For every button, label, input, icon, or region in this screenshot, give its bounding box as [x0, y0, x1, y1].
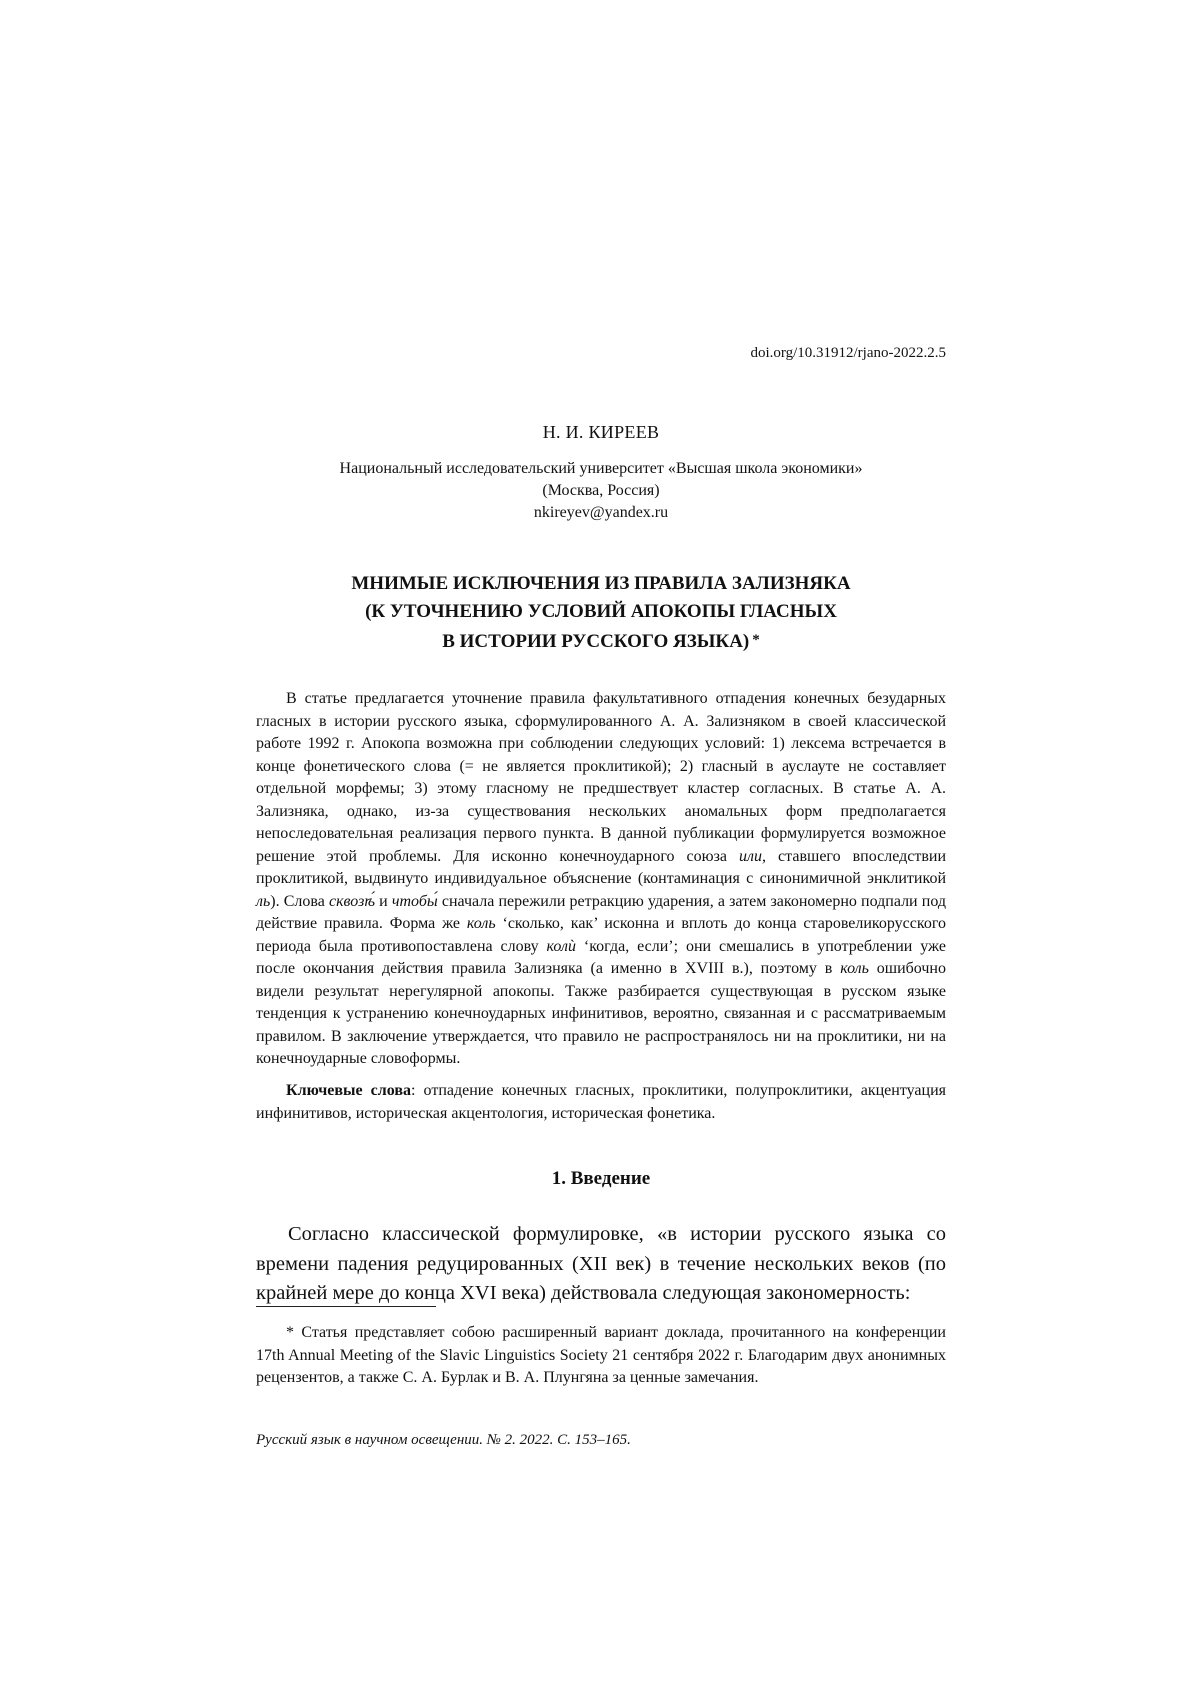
keywords-label: Ключевые слова: [286, 1082, 411, 1099]
affiliation-university: Национальный исследовательский университет «Высшая школа экономики»: [339, 460, 863, 477]
abstract-italic-word: чтобы́: [391, 892, 438, 910]
footnote-divider: [256, 1306, 436, 1307]
abstract-text: ошибочно видели результат нерегулярной апокопы. Также разбирается существующая в русском языке тенденция к устранению конечноударных инфинитивов, вероятно, связанная и с рассматриваемым правилом. В заключение утверждается, что правило не распространялось ни на проклитики, ни на конечноударные словоформы.: [256, 960, 946, 1067]
abstract-italic-word: сквозѣ́: [328, 892, 375, 910]
title-line-1: МНИМЫЕ ИСКЛЮЧЕНИЯ ИЗ ПРАВИЛА ЗАЛИЗНЯКА: [351, 573, 851, 594]
article-title: [256, 570, 946, 656]
abstract-text: сначала пережили ретракцию ударения, а затем закономерно подпали под действие правила. Форма же: [256, 892, 947, 932]
abstract-text: ‘когда, если’; они смешались в употреблении уже после окончания действия правила Зализняка (а именно в XVIII в.), поэтому в: [256, 937, 947, 977]
doi-link[interactable]: doi.org/10.31912/rjano-2022.2.5: [750, 345, 946, 361]
body-text: [256, 1220, 946, 1309]
title-line-2: (К УТОЧНЕНИЮ УСЛОВИЙ АПОКОПЫ ГЛАСНЫХ: [365, 601, 837, 622]
author-name: Н. И. КИРЕЕВ: [542, 422, 660, 442]
keywords-text: : отпадение конечных гласных, проклитики, полупроклитики, акцентуация инфинитивов, историческая акцентология, историческая фонетика.: [256, 1082, 947, 1122]
body-paragraph: Согласно классической формулировке, «в истории русского языка со времени падения редуцированных (XII век) в течение нескольких веков (по крайней мере до конца XVI века) действовала следующая закономерность:: [256, 1223, 946, 1304]
title-line-3-text: В ИСТОРИИ РУССКОГО ЯЗЫКА): [442, 631, 750, 652]
abstract-italic-word: коль: [466, 915, 496, 932]
abstract-italic-word: колѝ: [546, 937, 576, 955]
abstract-text: ). Слова: [270, 892, 329, 910]
abstract-text: , ставшего впоследствии проклитикой, выдвинуто индивидуальное объяснение (контаминация с синонимичной энклитикой: [256, 847, 947, 887]
author-email[interactable]: nkireyev@yandex.ru: [533, 504, 669, 521]
journal-citation: Русский язык в научном освещении. № 2. 2022. С. 153–165.: [256, 1432, 631, 1448]
title-line-3: [256, 626, 946, 656]
footnote-paragraph: [256, 1322, 946, 1390]
footnote: [256, 1322, 946, 1390]
keywords: [256, 1080, 946, 1125]
abstract-text: ‘сколько, как’ исконна и вплоть до конца старовеликорусского периода была противопоставлена слову: [256, 915, 947, 955]
abstract: [256, 688, 946, 1071]
abstract-paragraph: [256, 688, 946, 1071]
section-heading: 1. Введение: [551, 1168, 651, 1189]
abstract-italic-word: коль: [840, 960, 869, 977]
affiliation: [256, 458, 946, 524]
footnote-mark: *: [286, 1324, 294, 1341]
abstract-italic-word: или: [739, 847, 763, 865]
affiliation-location: (Москва, Россия): [542, 482, 660, 499]
title-footnote-mark[interactable]: *: [752, 632, 760, 648]
abstract-italic-word: ль: [256, 892, 271, 910]
abstract-text: и: [375, 892, 392, 910]
abstract-text: В статье предлагается уточнение правила факультативного отпадения конечных безударных гласных в истории русского языка, сформулированного А. А. Зализняком в своей классической работе 1992 г. Апокопа возможна при соблюдении следующих условий: 1) лексема встречается в конце фонетического слова (= не является проклитикой); 2) гласный в ауслауте не составляет отдельной морфемы; 3) этому гласному не предшествует кластер согласных. В статье А. А. Зализняка, однако, из-за существования нескольких аномальных форм предполагается непоследовательная реализация первого пункта. В данной публикации формулируется возможное решение этой проблемы. Для исконно конечноударного союза: [256, 690, 946, 865]
footnote-text: Статья представляет собою расширенный вариант доклада, прочитанного на конференции 17th Annual Meeting of the Slavic Linguistics Society 21 сентября 2022 г. Благодарим двух анонимных рецензентов, а также С. А. Бурлак и В. А. Плунгяна за ценные замечания.: [256, 1324, 946, 1386]
